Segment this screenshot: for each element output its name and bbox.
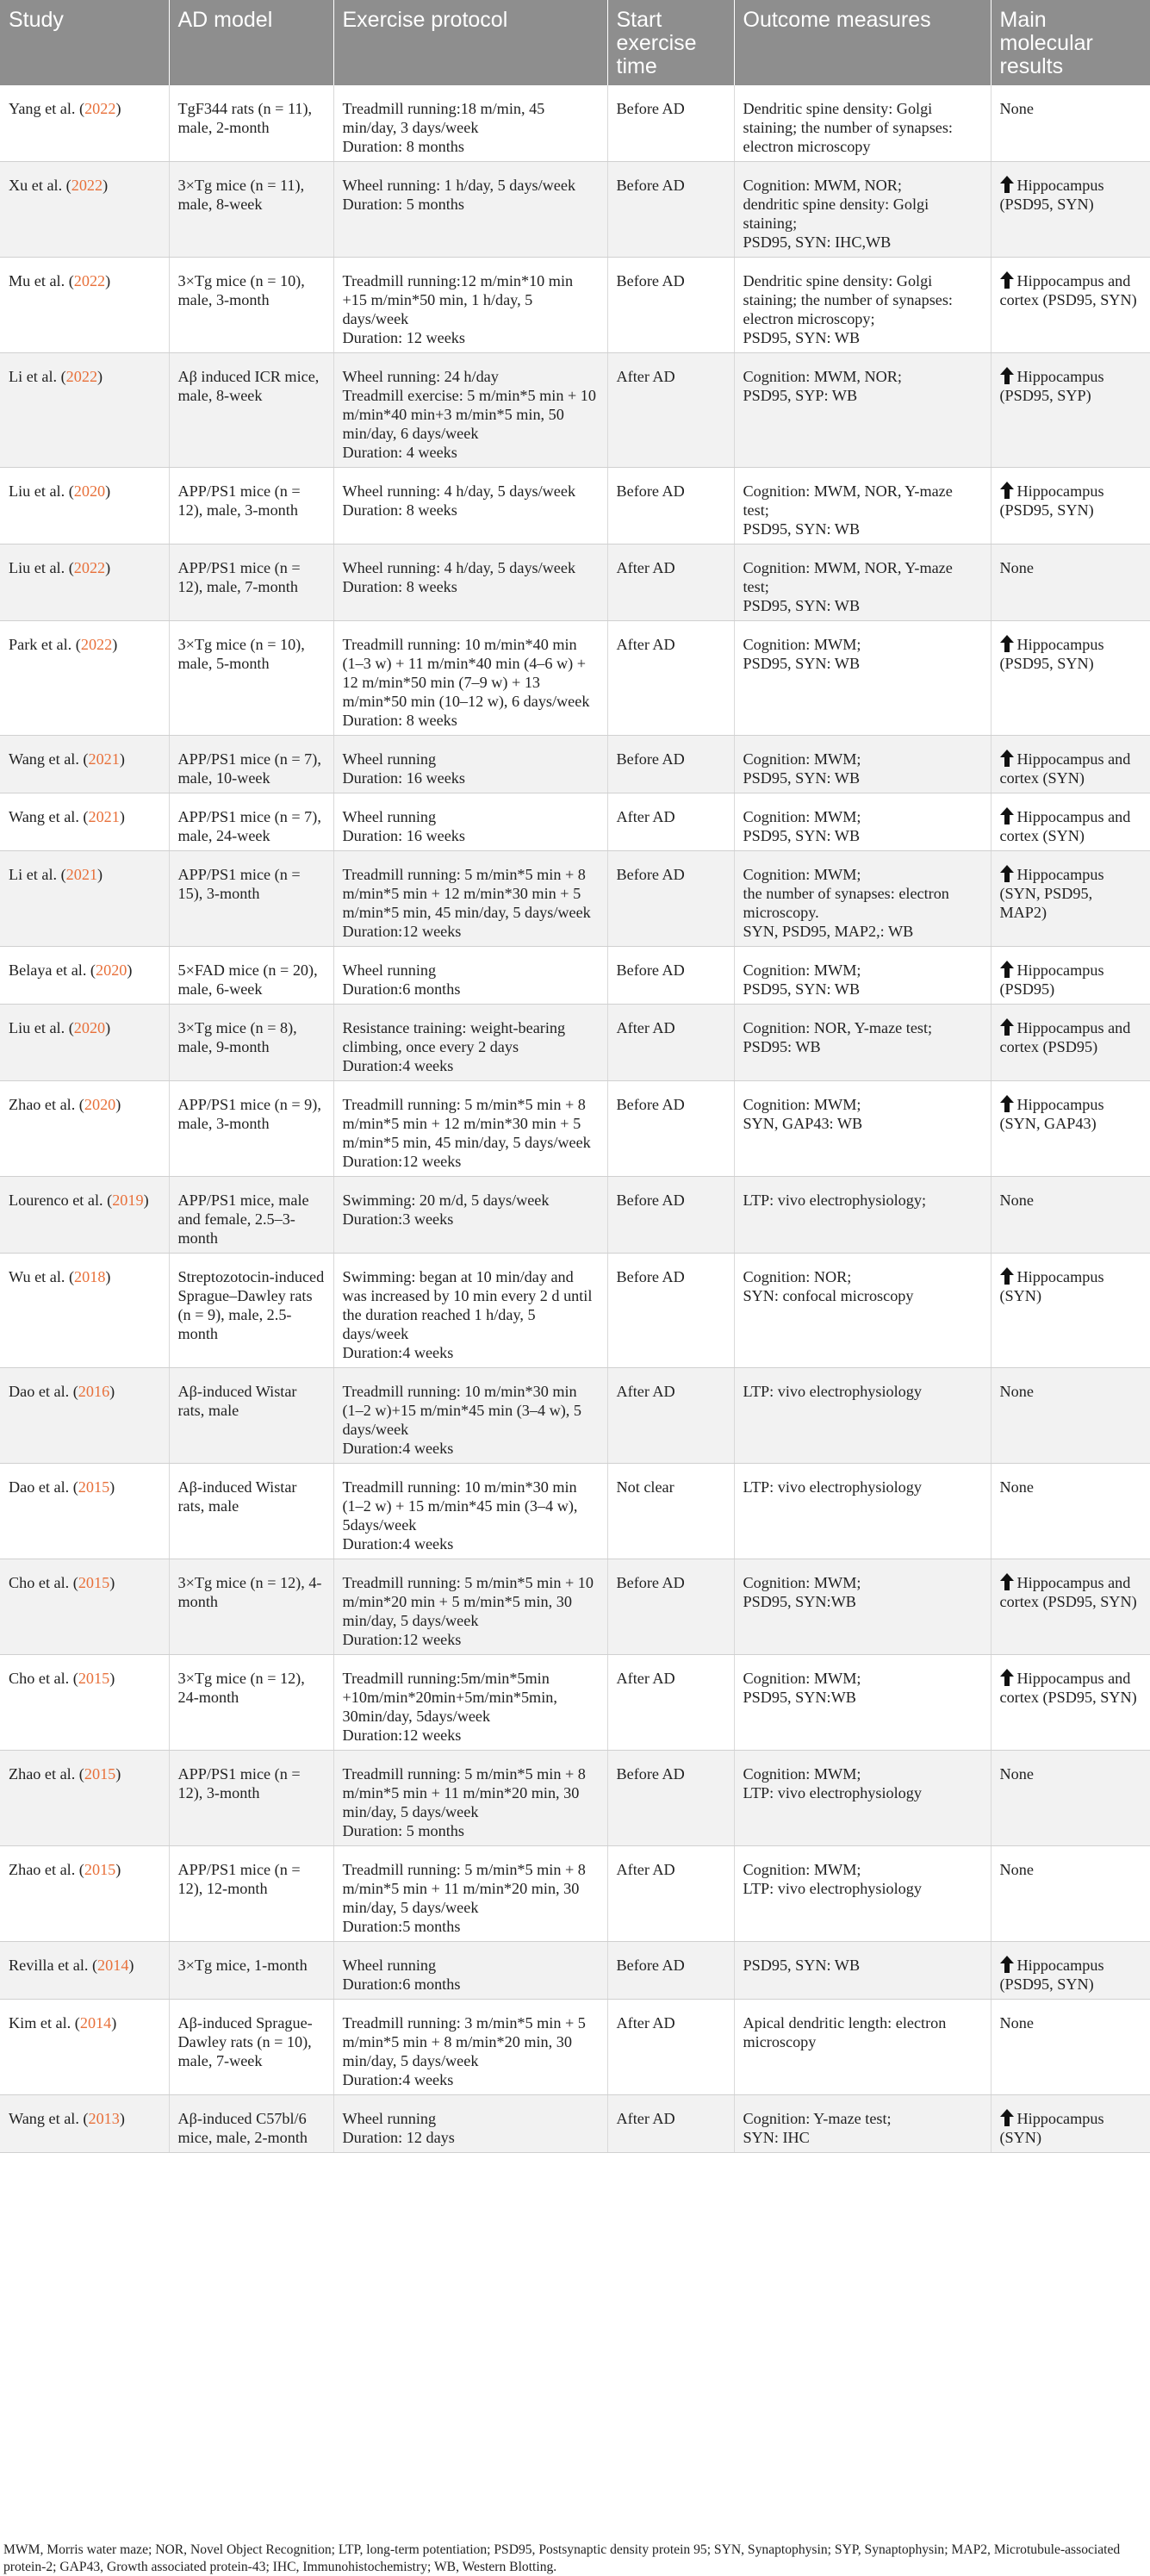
table-row: [0, 353, 1150, 468]
study-year-close: ): [105, 1268, 111, 1285]
main-molecular-results-cell: [991, 1368, 1150, 1464]
study-year-close: ): [143, 1192, 149, 1209]
study-year-link[interactable]: 2021: [65, 866, 98, 883]
table-row: [0, 1464, 1150, 1559]
outcome-measures-cell: LTP: vivo electrophysiology: [734, 1464, 991, 1559]
table-row: [0, 947, 1150, 1005]
outcome-measures-cell: Cognition: MWM; LTP: vivo electrophysiology: [734, 1846, 991, 1942]
outcome-measures-cell: PSD95, SYN: WB: [734, 1942, 991, 2000]
study-cell: [0, 1177, 169, 1254]
study-author: Wu et al. (: [9, 1268, 75, 1285]
outcome-measures-cell: Cognition: MWM; LTP: vivo electrophysiology: [734, 1751, 991, 1846]
study-year-close: ): [115, 100, 121, 117]
study-author: Cho et al. (: [9, 1574, 78, 1591]
result-text: Hippocampus and cortex (PSD95, SYN): [999, 1574, 1137, 1610]
main-molecular-results-cell: [991, 544, 1150, 621]
table-row: [0, 793, 1150, 851]
header-study: Study: [0, 0, 169, 85]
study-cell: [0, 2095, 169, 2153]
study-year-link[interactable]: 2018: [74, 1268, 106, 1285]
main-molecular-results-cell: [991, 468, 1150, 544]
study-year-close: ): [115, 1096, 121, 1113]
study-cell: [0, 353, 169, 468]
study-cell: [0, 1559, 169, 1655]
study-cell: [0, 1005, 169, 1081]
header-row: [0, 0, 1150, 85]
exercise-protocol-cell: Treadmill running: 5 m/min*5 min + 8 m/min*5 min + 12 m/min*30 min + 5 m/min*5 min, 45 min/day, 5 days/week Duration:12 weeks: [333, 1081, 607, 1177]
result-text: None: [999, 1765, 1034, 1783]
table-row: [0, 1368, 1150, 1464]
study-year-link[interactable]: 2020: [96, 961, 127, 979]
outcome-measures-cell: Cognition: MWM; SYN, GAP43: WB: [734, 1081, 991, 1177]
ad-model-cell: APP/PS1 mice (n = 12), male, 7-month: [169, 544, 333, 621]
ad-model-cell: Aβ-induced Wistar rats, male: [169, 1464, 333, 1559]
study-author: Wang et al. (: [9, 808, 89, 825]
study-year-link[interactable]: 2020: [73, 1019, 106, 1036]
result-text: Hippocampus (PSD95, SYN): [999, 177, 1104, 213]
main-molecular-results-cell: [991, 621, 1150, 736]
ad-model-cell: Aβ-induced C57bl/6 mice, male, 2-month: [169, 2095, 333, 2153]
start-exercise-time-cell: Not clear: [607, 1464, 734, 1559]
header-exercise-protocol: Exercise protocol: [333, 0, 607, 85]
study-cell: [0, 1846, 169, 1942]
result-text: Hippocampus (SYN): [999, 2110, 1104, 2146]
table-row: [0, 85, 1150, 162]
outcome-measures-cell: Cognition: MWM; PSD95, SYN:WB: [734, 1655, 991, 1751]
up-arrow-icon: [1000, 271, 1014, 289]
table-row: [0, 468, 1150, 544]
start-exercise-time-cell: After AD: [607, 621, 734, 736]
ad-model-cell: 3×Tg mice (n = 8), male, 9-month: [169, 1005, 333, 1081]
ad-model-cell: TgF344 rats (n = 11), male, 2-month: [169, 85, 333, 162]
table-row: [0, 162, 1150, 258]
study-author: Liu et al. (: [9, 559, 74, 576]
study-year-link[interactable]: 2020: [84, 1096, 116, 1113]
outcome-measures-cell: Dendritic spine density: Golgi staining; the number of synapses: electron microscopy: [734, 85, 991, 162]
exercise-protocol-cell: Treadmill running: 5 m/min*5 min + 8 m/min*5 min + 12 m/min*30 min + 5 m/min*5 min, 45 min/day, 5 days/week Duration:12 weeks: [333, 851, 607, 947]
study-year-close: ): [105, 272, 111, 289]
result-text: Hippocampus and cortex (PSD95, SYN): [999, 1670, 1137, 1706]
outcome-measures-cell: Cognition: MWM, NOR, Y-maze test; PSD95, SYN: WB: [734, 544, 991, 621]
outcome-measures-cell: Cognition: MWM, NOR; PSD95, SYP: WB: [734, 353, 991, 468]
up-arrow-icon: [1000, 1018, 1014, 1036]
study-author: Wang et al. (: [9, 2110, 89, 2127]
result-text: Hippocampus (PSD95, SYP): [999, 368, 1104, 404]
exercise-protocol-cell: Treadmill running: 10 m/min*40 min (1–3 w) + 11 m/min*40 min (4–6 w) + 12 m/min*50 min (7–9 w) + 13 m/min*50 min (10–12 w), 6 days/week Duration: 8 weeks: [333, 621, 607, 736]
main-molecular-results-cell: [991, 1559, 1150, 1655]
table-row: [0, 2095, 1150, 2153]
study-author: Yang et al. (: [9, 100, 85, 117]
study-year-link[interactable]: 2022: [73, 272, 106, 289]
main-molecular-results-cell: [991, 1254, 1150, 1368]
study-year-close: ): [97, 866, 103, 883]
table-row: [0, 851, 1150, 947]
start-exercise-time-cell: After AD: [607, 793, 734, 851]
result-text: None: [999, 1861, 1034, 1878]
ad-model-cell: 3×Tg mice (n = 12), 24-month: [169, 1655, 333, 1751]
header-ad-model: AD model: [169, 0, 333, 85]
study-author: Li et al. (: [9, 368, 66, 385]
outcome-measures-cell: Cognition: MWM; PSD95, SYN: WB: [734, 621, 991, 736]
study-year-close: ): [112, 636, 118, 653]
main-molecular-results-cell: [991, 2095, 1150, 2153]
study-year-link[interactable]: 2015: [84, 1765, 116, 1783]
result-text: Hippocampus (SYN, GAP43): [999, 1096, 1104, 1132]
result-text: None: [999, 1478, 1034, 1496]
study-year-close: ): [105, 1019, 111, 1036]
study-author: Dao et al. (: [9, 1478, 78, 1496]
outcome-measures-cell: Cognition: NOR; SYN: confocal microscopy: [734, 1254, 991, 1368]
start-exercise-time-cell: Before AD: [607, 1081, 734, 1177]
start-exercise-time-cell: Before AD: [607, 851, 734, 947]
study-author: Dao et al. (: [9, 1383, 78, 1400]
study-year-link[interactable]: 2020: [73, 482, 106, 500]
study-author: Xu et al. (: [9, 177, 71, 194]
up-arrow-icon: [1000, 1956, 1014, 1973]
study-year-close: ): [119, 808, 125, 825]
header-start-exercise-time: Start exercise time: [607, 0, 734, 85]
start-exercise-time-cell: After AD: [607, 2095, 734, 2153]
study-cell: [0, 1655, 169, 1751]
result-text: Hippocampus (SYN, PSD95, MAP2): [999, 866, 1104, 921]
study-cell: [0, 947, 169, 1005]
exercise-protocol-cell: Treadmill running:12 m/min*10 min +15 m/min*50 min, 1 h/day, 5 days/week Duration: 12 weeks: [333, 258, 607, 353]
result-text: Hippocampus (PSD95): [999, 961, 1104, 998]
result-text: None: [999, 1383, 1034, 1400]
table-row: [0, 544, 1150, 621]
study-author: Belaya et al. (: [9, 961, 96, 979]
result-text: None: [999, 559, 1034, 576]
up-arrow-icon: [1000, 1267, 1014, 1285]
outcome-measures-cell: Cognition: MWM, NOR, Y-maze test; PSD95, SYN: WB: [734, 468, 991, 544]
study-author: Zhao et al. (: [9, 1765, 84, 1783]
ad-model-cell: APP/PS1 mice (n = 15), 3-month: [169, 851, 333, 947]
study-author: Wang et al. (: [9, 750, 89, 768]
ad-model-cell: 5×FAD mice (n = 20), male, 6-week: [169, 947, 333, 1005]
study-cell: [0, 1942, 169, 2000]
study-year-close: ): [119, 750, 125, 768]
start-exercise-time-cell: Before AD: [607, 468, 734, 544]
study-cell: [0, 1254, 169, 1368]
up-arrow-icon: [1000, 1669, 1014, 1686]
header-outcome-measures: Outcome measures: [734, 0, 991, 85]
up-arrow-icon: [1000, 750, 1014, 767]
study-year-link[interactable]: 2014: [79, 2014, 112, 2032]
main-molecular-results-cell: [991, 793, 1150, 851]
result-text: Hippocampus (SYN): [999, 1268, 1104, 1304]
main-molecular-results-cell: [991, 851, 1150, 947]
study-cell: [0, 1081, 169, 1177]
up-arrow-icon: [1000, 961, 1014, 978]
exercise-protocol-cell: Treadmill running:5m/min*5min +10m/min*20min+5m/min*5min, 30min/day, 5days/week Duration:12 weeks: [333, 1655, 607, 1751]
exercise-protocol-cell: Treadmill running: 3 m/min*5 min + 5 m/min*5 min + 8 m/min*20 min, 30 min/day, 5 days/week Duration:4 weeks: [333, 2000, 607, 2095]
exercise-protocol-cell: Resistance training: weight-bearing climbing, once every 2 days Duration:4 weeks: [333, 1005, 607, 1081]
main-molecular-results-cell: [991, 258, 1150, 353]
start-exercise-time-cell: After AD: [607, 1368, 734, 1464]
ad-model-cell: 3×Tg mice (n = 11), male, 8-week: [169, 162, 333, 258]
table-row: [0, 1751, 1150, 1846]
table-body: [0, 85, 1150, 2153]
study-year-close: ): [109, 1574, 115, 1591]
table-row: [0, 1081, 1150, 1177]
start-exercise-time-cell: Before AD: [607, 947, 734, 1005]
start-exercise-time-cell: After AD: [607, 1655, 734, 1751]
table-row: [0, 1559, 1150, 1655]
study-year-link[interactable]: 2015: [84, 1861, 116, 1878]
main-molecular-results-cell: [991, 1655, 1150, 1751]
exercise-protocol-cell: Treadmill running: 5 m/min*5 min + 8 m/min*5 min + 11 m/min*20 min, 30 min/day, 5 days/week Duration:5 months: [333, 1846, 607, 1942]
ad-model-cell: APP/PS1 mice (n = 12), 12-month: [169, 1846, 333, 1942]
outcome-measures-cell: Cognition: Y-maze test; SYN: IHC: [734, 2095, 991, 2153]
study-year-link[interactable]: 2021: [88, 808, 120, 825]
study-year-link[interactable]: 2015: [78, 1670, 110, 1687]
study-author: Zhao et al. (: [9, 1861, 84, 1878]
study-year-close: ): [109, 1670, 115, 1687]
result-text: Hippocampus and cortex (PSD95): [999, 1019, 1131, 1055]
outcome-measures-cell: Cognition: NOR, Y-maze test; PSD95: WB: [734, 1005, 991, 1081]
study-year-link[interactable]: 2022: [80, 636, 113, 653]
study-year-close: ): [128, 1957, 134, 1974]
up-arrow-icon: [1000, 482, 1014, 499]
study-year-close: ): [109, 1383, 115, 1400]
up-arrow-icon: [1000, 1573, 1014, 1590]
study-cell: [0, 1464, 169, 1559]
table-row: [0, 736, 1150, 793]
start-exercise-time-cell: After AD: [607, 2000, 734, 2095]
study-cell: [0, 468, 169, 544]
header-main-molecular-results: Main molecular results: [991, 0, 1150, 85]
study-author: Liu et al. (: [9, 1019, 74, 1036]
exercise-protocol-cell: Treadmill running: 5 m/min*5 min + 8 m/min*5 min + 11 m/min*20 min, 30 min/day, 5 days/week Duration: 5 months: [333, 1751, 607, 1846]
study-author: Li et al. (: [9, 866, 66, 883]
up-arrow-icon: [1000, 635, 1014, 652]
exercise-protocol-cell: Swimming: 20 m/d, 5 days/week Duration:3 weeks: [333, 1177, 607, 1254]
study-year-close: ): [109, 1478, 115, 1496]
study-year-close: ): [105, 482, 111, 500]
ad-model-cell: Streptozotocin-induced Sprague–Dawley rats (n = 9), male, 2.5-month: [169, 1254, 333, 1368]
result-text: Hippocampus and cortex (SYN): [999, 750, 1131, 787]
study-year-link[interactable]: 2022: [73, 559, 106, 576]
table-row: [0, 1655, 1150, 1751]
ad-model-cell: APP/PS1 mice (n = 12), male, 3-month: [169, 468, 333, 544]
study-year-link[interactable]: 2021: [88, 750, 120, 768]
exercise-protocol-cell: Wheel running: 24 h/day Treadmill exercise: 5 m/min*5 min + 10 m/min*40 min+3 m/min*5 min, 50 min/day, 6 days/week Duration: 4 weeks: [333, 353, 607, 468]
table-footnote: MWM, Morris water maze; NOR, Novel Object Recognition; LTP, long-term potentiation; PSD95, Postsynaptic density protein 95; SYN, Synaptophysin; SYP, Synaptophysin; MAP2, Microtubule-associated protein-2; GAP43, Growth associated protein-43; IHC, Immunohistochemistry; WB, Western Blotting.: [3, 2542, 1121, 2574]
table-header: [0, 0, 1150, 85]
exercise-protocol-cell: Treadmill running:18 m/min, 45 min/day, 3 days/week Duration: 8 months: [333, 85, 607, 162]
exercise-protocol-cell: Wheel running Duration: 16 weeks: [333, 736, 607, 793]
study-year-close: ): [119, 2110, 125, 2127]
study-author: Liu et al. (: [9, 482, 74, 500]
table-row: [0, 1254, 1150, 1368]
study-cell: [0, 851, 169, 947]
start-exercise-time-cell: Before AD: [607, 1559, 734, 1655]
exercise-protocol-cell: Treadmill running: 5 m/min*5 min + 10 m/min*20 min + 5 m/min*5 min, 30 min/day, 5 days/week Duration:12 weeks: [333, 1559, 607, 1655]
main-molecular-results-cell: [991, 85, 1150, 162]
table-row: [0, 2000, 1150, 2095]
main-molecular-results-cell: [991, 1005, 1150, 1081]
study-year-close: ): [127, 961, 133, 979]
main-molecular-results-cell: [991, 1942, 1150, 2000]
result-text: None: [999, 1192, 1034, 1209]
up-arrow-icon: [1000, 1095, 1014, 1112]
up-arrow-icon: [1000, 807, 1014, 824]
main-molecular-results-cell: [991, 1751, 1150, 1846]
exercise-protocol-cell: Treadmill running: 10 m/min*30 min (1–2 w) + 15 m/min*45 min (3–4 w), 5days/week Duration:4 weeks: [333, 1464, 607, 1559]
study-author: Mu et al. (: [9, 272, 74, 289]
outcome-measures-cell: Cognition: MWM; the number of synapses: electron microscopy. SYN, PSD95, MAP2,: WB: [734, 851, 991, 947]
study-year-link[interactable]: 2013: [88, 2110, 120, 2127]
result-text: Hippocampus and cortex (SYN): [999, 808, 1131, 844]
study-cell: [0, 85, 169, 162]
outcome-measures-cell: LTP: vivo electrophysiology: [734, 1368, 991, 1464]
study-year-close: ): [111, 2014, 117, 2032]
main-molecular-results-cell: [991, 736, 1150, 793]
start-exercise-time-cell: Before AD: [607, 1254, 734, 1368]
study-cell: [0, 736, 169, 793]
exercise-protocol-cell: Wheel running Duration: 12 days: [333, 2095, 607, 2153]
study-year-link[interactable]: 2015: [78, 1574, 110, 1591]
study-year-close: ): [115, 1765, 121, 1783]
study-year-link[interactable]: 2014: [97, 1957, 129, 1974]
result-text: Hippocampus (PSD95, SYN): [999, 482, 1104, 519]
ad-model-cell: APP/PS1 mice (n = 9), male, 3-month: [169, 1081, 333, 1177]
study-author: Lourenco et al. (: [9, 1192, 113, 1209]
study-cell: [0, 793, 169, 851]
start-exercise-time-cell: Before AD: [607, 1751, 734, 1846]
study-author: Zhao et al. (: [9, 1096, 84, 1113]
ad-model-cell: APP/PS1 mice (n = 7), male, 10-week: [169, 736, 333, 793]
outcome-measures-cell: Apical dendritic length: electron microscopy: [734, 2000, 991, 2095]
main-molecular-results-cell: [991, 1081, 1150, 1177]
study-year-close: ): [97, 368, 103, 385]
main-molecular-results-cell: [991, 1846, 1150, 1942]
ad-model-cell: APP/PS1 mice, male and female, 2.5–3-month: [169, 1177, 333, 1254]
table-row: [0, 1942, 1150, 2000]
study-year-close: ): [105, 559, 111, 576]
study-author: Revilla et al. (: [9, 1957, 98, 1974]
ad-model-cell: 3×Tg mice (n = 10), male, 3-month: [169, 258, 333, 353]
exercise-protocol-cell: Wheel running: 4 h/day, 5 days/week Duration: 8 weeks: [333, 544, 607, 621]
study-year-link[interactable]: 2022: [71, 177, 103, 194]
start-exercise-time-cell: After AD: [607, 353, 734, 468]
table-row: [0, 1177, 1150, 1254]
exercise-protocol-cell: Wheel running Duration:6 months: [333, 947, 607, 1005]
result-text: Hippocampus and cortex (PSD95, SYN): [999, 272, 1137, 308]
up-arrow-icon: [1000, 865, 1014, 882]
table-row: [0, 1005, 1150, 1081]
start-exercise-time-cell: Before AD: [607, 85, 734, 162]
outcome-measures-cell: LTP: vivo electrophysiology;: [734, 1177, 991, 1254]
ad-model-cell: Aβ-induced Sprague-Dawley rats (n = 10), male, 7-week: [169, 2000, 333, 2095]
study-year-link[interactable]: 2015: [78, 1478, 110, 1496]
start-exercise-time-cell: After AD: [607, 544, 734, 621]
study-cell: [0, 258, 169, 353]
study-year-link[interactable]: 2022: [84, 100, 116, 117]
ad-model-cell: 3×Tg mice, 1-month: [169, 1942, 333, 2000]
study-year-link[interactable]: 2019: [112, 1192, 144, 1209]
main-molecular-results-cell: [991, 353, 1150, 468]
study-cell: [0, 162, 169, 258]
ad-model-cell: 3×Tg mice (n = 10), male, 5-month: [169, 621, 333, 736]
main-molecular-results-cell: [991, 1464, 1150, 1559]
study-cell: [0, 2000, 169, 2095]
start-exercise-time-cell: Before AD: [607, 1942, 734, 2000]
start-exercise-time-cell: Before AD: [607, 162, 734, 258]
exercise-protocol-cell: Wheel running: 1 h/day, 5 days/week Duration: 5 months: [333, 162, 607, 258]
main-molecular-results-cell: [991, 1177, 1150, 1254]
table-row: [0, 1846, 1150, 1942]
ad-model-cell: APP/PS1 mice (n = 12), 3-month: [169, 1751, 333, 1846]
main-molecular-results-cell: [991, 2000, 1150, 2095]
result-text: Hippocampus (PSD95, SYN): [999, 1957, 1104, 1993]
study-year-link[interactable]: 2022: [65, 368, 98, 385]
main-molecular-results-cell: [991, 162, 1150, 258]
start-exercise-time-cell: Before AD: [607, 736, 734, 793]
start-exercise-time-cell: After AD: [607, 1005, 734, 1081]
result-text: None: [999, 100, 1034, 117]
up-arrow-icon: [1000, 367, 1014, 384]
exercise-protocol-cell: Treadmill running: 10 m/min*30 min (1–2 w)+15 m/min*45 min (3–4 w), 5 days/week Duration:4 weeks: [333, 1368, 607, 1464]
study-cell: [0, 1751, 169, 1846]
outcome-measures-cell: Cognition: MWM; PSD95, SYN: WB: [734, 793, 991, 851]
ad-model-cell: APP/PS1 mice (n = 7), male, 24-week: [169, 793, 333, 851]
outcome-measures-cell: Cognition: MWM; PSD95, SYN:WB: [734, 1559, 991, 1655]
ad-model-cell: Aβ induced ICR mice, male, 8-week: [169, 353, 333, 468]
study-author: Park et al. (: [9, 636, 81, 653]
start-exercise-time-cell: Before AD: [607, 258, 734, 353]
outcome-measures-cell: Cognition: MWM; PSD95, SYN: WB: [734, 947, 991, 1005]
study-cell: [0, 621, 169, 736]
study-year-close: ): [115, 1861, 121, 1878]
ad-model-cell: Aβ-induced Wistar rats, male: [169, 1368, 333, 1464]
start-exercise-time-cell: Before AD: [607, 1177, 734, 1254]
exercise-protocol-cell: Swimming: began at 10 min/day and was increased by 10 min every 2 d until the duration reached 1 h/day, 5 days/week Duration:4 weeks: [333, 1254, 607, 1368]
ad-model-cell: 3×Tg mice (n = 12), 4-month: [169, 1559, 333, 1655]
study-year-link[interactable]: 2016: [78, 1383, 110, 1400]
study-cell: [0, 1368, 169, 1464]
study-author: Cho et al. (: [9, 1670, 78, 1687]
outcome-measures-cell: Cognition: MWM; PSD95, SYN: WB: [734, 736, 991, 793]
start-exercise-time-cell: After AD: [607, 1846, 734, 1942]
up-arrow-icon: [1000, 2109, 1014, 2126]
table-row: [0, 258, 1150, 353]
outcome-measures-cell: Cognition: MWM, NOR; dendritic spine density: Golgi staining; PSD95, SYN: IHC,WB: [734, 162, 991, 258]
study-cell: [0, 544, 169, 621]
study-year-close: ): [103, 177, 109, 194]
result-text: None: [999, 2014, 1034, 2032]
main-molecular-results-cell: [991, 947, 1150, 1005]
study-author: Kim et al. (: [9, 2014, 80, 2032]
exercise-protocol-cell: Wheel running: 4 h/day, 5 days/week Duration: 8 weeks: [333, 468, 607, 544]
table-row: [0, 621, 1150, 736]
exercise-protocol-cell: Wheel running Duration: 16 weeks: [333, 793, 607, 851]
up-arrow-icon: [1000, 176, 1014, 193]
exercise-protocol-cell: Wheel running Duration:6 months: [333, 1942, 607, 2000]
outcome-measures-cell: Dendritic spine density: Golgi staining; the number of synapses: electron microscopy; PSD95, SYN: WB: [734, 258, 991, 353]
result-text: Hippocampus (PSD95, SYN): [999, 636, 1104, 672]
